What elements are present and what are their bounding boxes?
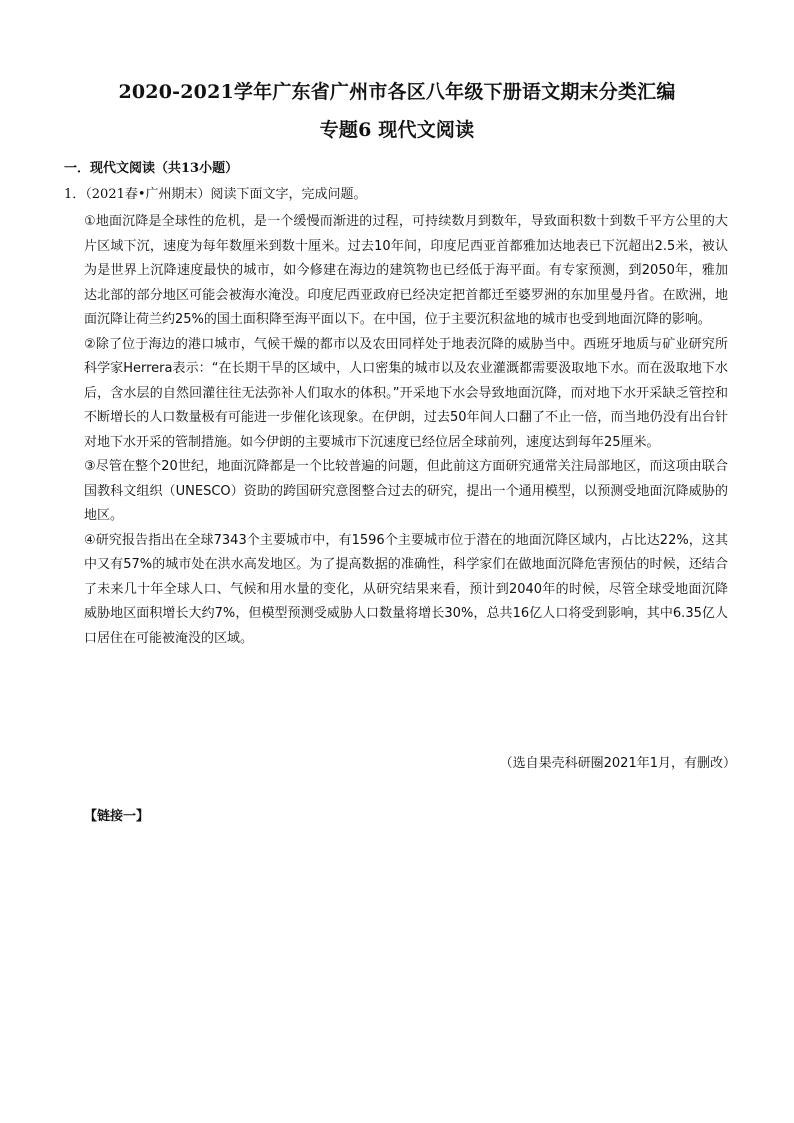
passage-source: （选自果壳科研圈2021年1月，有删改）: [499, 756, 736, 771]
passage-paragraph-2: ②除了位于海边的港口城市，气候干燥的都市以及农田同样处于地表沉降的威胁当中。西班牙地质与矿业研究所科学家Herrera表示：“在长期干旱的区域中，人口密集的城市以及农业灌溉都需要汲取地下水。而在汲取地下水后，含水层的自然回灌往往无法弥补人们取水的体积。”开采地下水会导致地面沉降，而对地下水开采缺乏管控和不断增长的人口数量极有可能进一步催化该现象。在伊朗，过去50年间人口翻了不止一倍，而当地仍没有出台针对地下水开采的管制措施。如今伊朗的主要城市下沉速度已经位居全球前列，速度达到每年25厘米。: [84, 336, 728, 450]
link-label: 【链接一】: [84, 809, 150, 824]
question-heading: 1．（2021春•广州期末）阅读下面文字，完成问题。: [64, 187, 367, 202]
document-subtitle: 专题6 现代文阅读: [319, 119, 475, 141]
section-heading: 一．现代文阅读（共13小题）: [64, 161, 239, 176]
passage-paragraph-3: ③尽管在整个20世纪，地面沉降都是一个比较普遍的问题，但此前这方面研究通常关注局部地区，而这项由联合国教科文组织（UNESCO）资助的跨国研究意图整合过去的研究，提出一个通用模型，以预测受地面沉降威胁的地区。: [84, 459, 728, 523]
passage-paragraph-1: ①地面沉降是全球性的危机，是一个缓慢而渐进的过程，可持续数月到数年，导致面积数十到数千平方公里的大片区域下沉，速度为每年数厘米到数十厘米。过去10年间，印度尼西亚首都雅加达地表已下沉超出2.5米，被认为是世界上沉降速度最快的城市，如今修建在海边的建筑物也已经低于海平面。有专家预测，到2050年，雅加达北部的部分地区可能会被海水淹没。印度尼西亚政府已经决定把首都迁至婆罗洲的东加里曼丹省。在欧洲，地面沉降让荷兰约25%的国土面积降至海平面以下。在中国，位于主要沉积盆地的城市也受到地面沉降的影响。: [84, 214, 728, 327]
passage-paragraph-4: ④研究报告指出在全球7343个主要城市中，有1596个主要城市位于潜在的地面沉降区域内，占比达22%，这其中又有57%的城市处在洪水高发地区。为了提高数据的准确性，科学家们在做地面沉降危害预估的时候，还结合了未来几十年全球人口、气候和用水量的变化，从研究结果来看，预计到2040年的时候，尽管全球受地面沉降威胁地区面积增长大约7%，但模型预测受威胁人口数量将增长30%，总共16亿人口将受到影响，其中6.35亿人口居住在可能被淹没的区域。: [84, 532, 728, 646]
reading-passage: [84, 210, 728, 651]
document-title: 2020-2021学年广东省广州市各区八年级下册语文期末分类汇编: [118, 81, 676, 103]
